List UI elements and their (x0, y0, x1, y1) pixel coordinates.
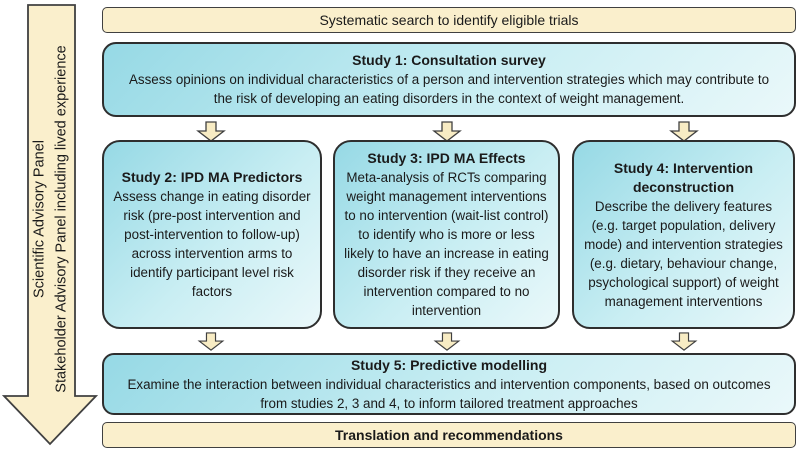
translation-text: Translation and recommendations (335, 427, 563, 443)
down-arrow-icon (196, 332, 226, 351)
study1-box (102, 42, 796, 117)
advisory-panel-down-arrow-icon (0, 0, 100, 451)
study3-title: Study 3: IPD MA Effects (367, 150, 526, 166)
down-arrow-icon (432, 332, 462, 351)
systematic-search-bar (102, 7, 796, 33)
study5-box (102, 353, 796, 415)
study4-box (572, 140, 795, 329)
down-arrow-icon (669, 332, 699, 351)
study4-title: Study 4: Intervention deconstruction (613, 159, 754, 195)
systematic-search-text: Systematic search to identify eligible trials (319, 12, 579, 28)
down-arrow-icon (196, 121, 226, 142)
study2-box (102, 140, 322, 329)
down-arrow-icon (432, 121, 462, 142)
study3-box (333, 140, 560, 329)
study3-body: Meta-analysis of RCTs comparing weight management interventions to no intervention (wait-list control) to identify who is more or less likely to have an increase in eating disorder risk if they receive an intervention compared to no intervention (344, 170, 549, 318)
study2-title: Study 2: IPD MA Predictors (121, 169, 303, 185)
study1-title: Study 1: Consultation survey (352, 52, 546, 68)
translation-bar (102, 422, 796, 448)
study5-title: Study 5: Predictive modelling (350, 356, 548, 373)
down-arrow-icon (669, 121, 699, 142)
study1-body: Assess opinions on individual characteristics of a person and intervention strategies which may contribute to the risk of developing an eating disorders in the context of weight management. (128, 72, 770, 106)
study2-body: Assess change in eating disorder risk (pre-post intervention and post-intervention to follow-up) across intervention arms to identify participant level risk factors (113, 189, 311, 299)
study4-body: Describe the delivery features (e.g. target population, delivery mode) and intervention strategies (e.g. dietary, behaviour change, psychological support) of weight management interventions (584, 198, 783, 309)
stakeholder-advisory-panel-text: Stakeholder Advisory Panel including lived experience (54, 45, 70, 393)
study5-body: Examine the interaction between individual characteristics and intervention components, based on outcomes from studies 2, 3 and 4, to inform tailored treatment approaches (127, 376, 771, 411)
scientific-advisory-panel-text: Scientific Advisory Panel (32, 140, 48, 298)
